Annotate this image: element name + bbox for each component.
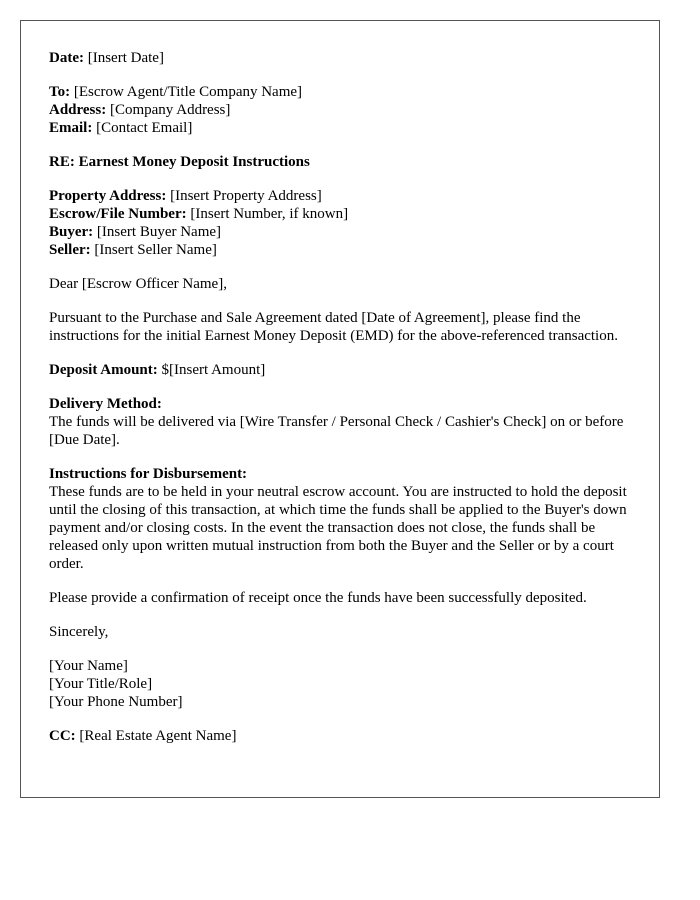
seller-label: Seller: [49, 242, 91, 258]
deposit-amount-value: $[Insert Amount] [157, 362, 266, 378]
buyer-line [49, 223, 631, 241]
email-line [49, 119, 631, 137]
file-number-value: [Insert Number, if known] [186, 206, 349, 222]
confirmation-request: Please provide a confirmation of receipt once the funds have been successfully deposited. [49, 590, 587, 606]
cc-line [49, 727, 631, 745]
buyer-label: Buyer: [49, 224, 94, 240]
to-line [49, 83, 631, 101]
email-label: Email: [49, 120, 93, 136]
property-address-value: [Insert Property Address] [166, 188, 322, 204]
deposit-amount-line [49, 361, 631, 379]
cc-value: [Real Estate Agent Name] [75, 728, 237, 744]
subject-line: RE: Earnest Money Deposit Instructions [49, 154, 310, 170]
delivery-method-label: Delivery Method: [49, 396, 162, 412]
delivery-method-section [49, 395, 631, 449]
disbursement-label: Instructions for Disbursement: [49, 466, 248, 482]
signature-block [49, 657, 631, 711]
to-label: To: [49, 84, 71, 100]
signature-phone: [Your Phone Number] [49, 694, 183, 710]
disbursement-text: These funds are to be held in your neutral escrow account. You are instructed to hold the deposit until the closing of this transaction, at which time the funds shall be applied to the Buyer's down payment and/or closing costs. In the event the transaction does not close, the funds shall be released only upon written mutual instruction from both the Buyer and the Seller or by a court order. [49, 484, 627, 572]
seller-value: [Insert Seller Name] [90, 242, 217, 258]
date-label: Date: [49, 50, 84, 66]
property-address-line [49, 187, 631, 205]
seller-line [49, 241, 631, 259]
deposit-amount-label: Deposit Amount: [49, 362, 158, 378]
recipient-block [49, 83, 631, 137]
file-number-label: Escrow/File Number: [49, 206, 187, 222]
intro-paragraph: Pursuant to the Purchase and Sale Agreement dated [Date of Agreement], please find the instructions for the initial Earnest Money Deposit (EMD) for the above-referenced transaction. [49, 310, 618, 344]
buyer-value: [Insert Buyer Name] [93, 224, 222, 240]
disbursement-section [49, 465, 631, 573]
closing: Sincerely, [49, 624, 109, 640]
signature-name: [Your Name] [49, 658, 128, 674]
salutation: Dear [Escrow Officer Name], [49, 276, 227, 292]
property-block [49, 187, 631, 259]
address-value: [Company Address] [106, 102, 231, 118]
delivery-method-text: The funds will be delivered via [Wire Transfer / Personal Check / Cashier's Check] on or before [Due Date]. [49, 414, 624, 448]
letter-document [20, 20, 660, 798]
address-line [49, 101, 631, 119]
to-value: [Escrow Agent/Title Company Name] [70, 84, 303, 100]
date-value: [Insert Date] [83, 50, 164, 66]
signature-title: [Your Title/Role] [49, 676, 153, 692]
address-label: Address: [49, 102, 107, 118]
property-address-label: Property Address: [49, 188, 167, 204]
email-value: [Contact Email] [92, 120, 193, 136]
file-number-line [49, 205, 631, 223]
cc-label: CC: [49, 728, 76, 744]
date-line [49, 49, 631, 67]
